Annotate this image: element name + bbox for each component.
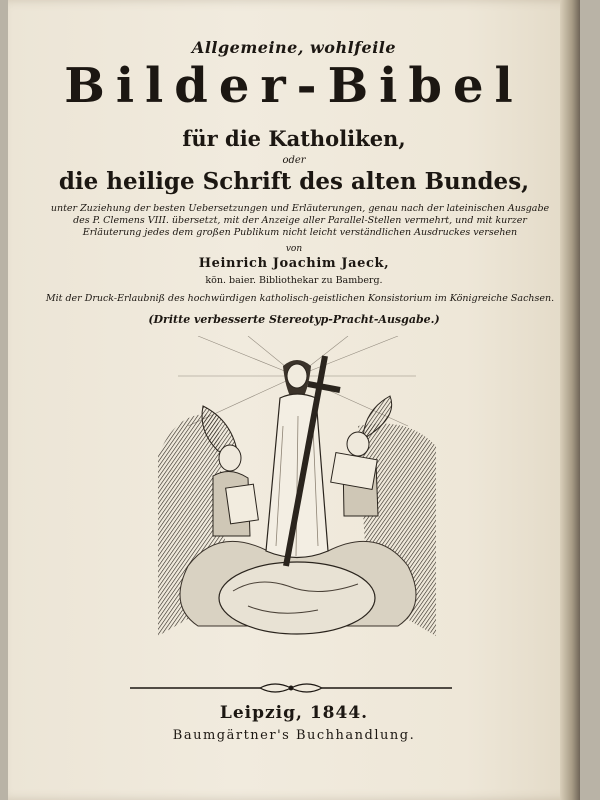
alt-title: die heilige Schrift des alten Bundes, [58, 168, 530, 195]
main-title: Bilder-Bibel [64, 58, 524, 114]
author-name: Heinrich Joachim Jaeck, [198, 256, 390, 271]
place-year: Leipzig, 1844. [219, 703, 369, 723]
permission-line: Mit der Druck-Erlaubniß des hochwürdigen katholisch-geistlichen Konsistorium im Königreiche Sachsen. [45, 293, 555, 304]
audience-line: für die Katholiken, [182, 126, 406, 151]
description-paragraph: unter Zuziehung der besten Uebersetzungen und Erläuterungen, genau nach der lateinischen Ausgabe des P. Clemens VIII. übersetzt, mit der Anzeige aller Parallel-Stellen vermehrt, und mit kurzer Erläuterung jedes dem großen Publikum nicht leicht verständlichen Ausdruckes versehen [50, 203, 550, 238]
von-line: von [285, 244, 303, 254]
subtitle-top: Allgemeine, wohlfeile [191, 38, 397, 57]
page-edge [560, 0, 580, 800]
author-title: kön. baier. Bibliothekar zu Bamberg. [205, 275, 383, 286]
oder-line: oder [282, 155, 306, 166]
edition-line: (Dritte verbesserte Stereotyp-Pracht-Ausgabe.) [148, 313, 440, 326]
title-page [8, 0, 580, 800]
publisher: Baumgärtner's Buchhandlung. [172, 728, 416, 743]
engraving-illustration [158, 336, 436, 656]
decorative-rule [130, 680, 452, 696]
